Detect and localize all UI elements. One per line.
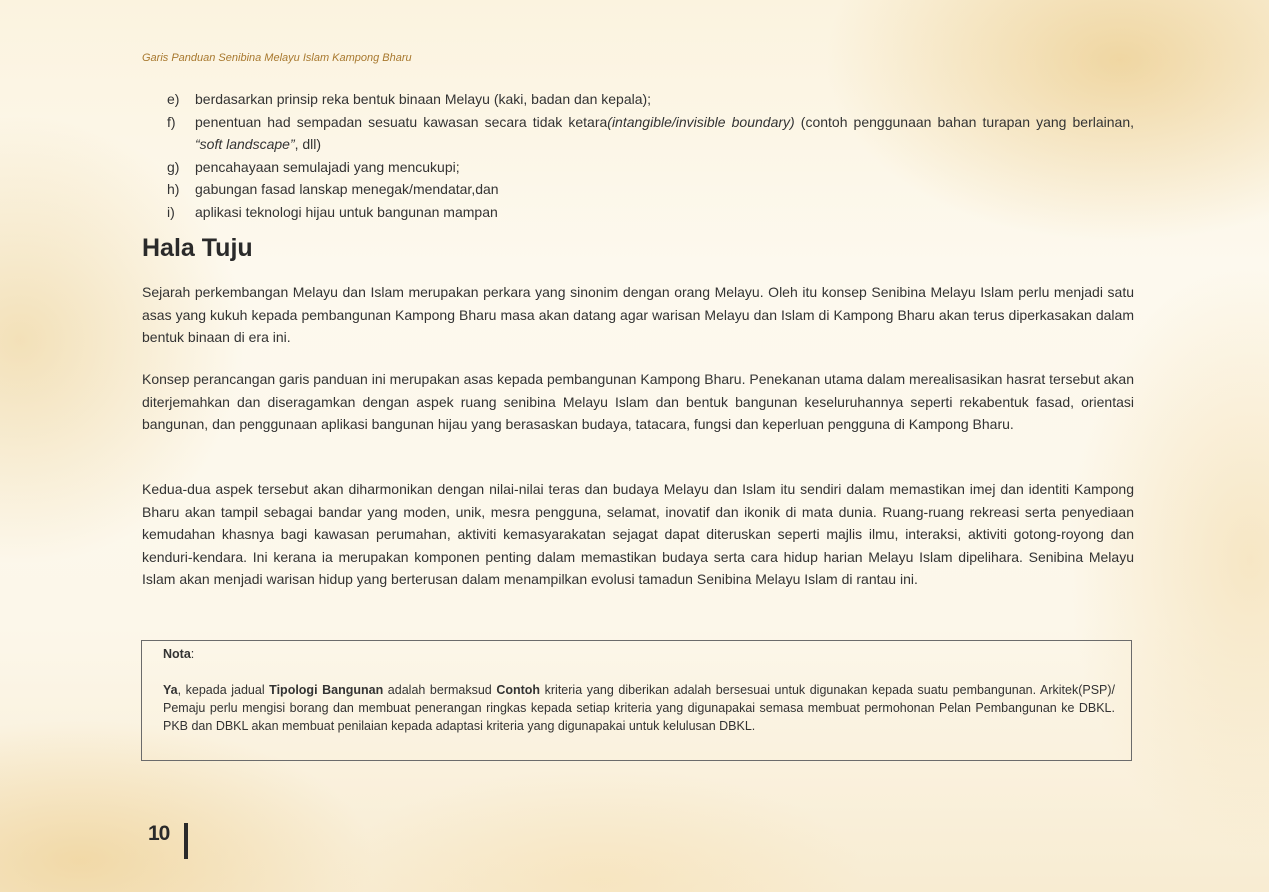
list-text-part: penentuan had sempadan sesuatu kawasan secara tidak ketara	[195, 113, 608, 130]
note-text	[163, 681, 1115, 735]
note-bold-contoh: Contoh	[496, 683, 541, 697]
list-text: gabungan fasad lanskap menegak/mendatar,dan	[195, 181, 499, 197]
list-item	[167, 178, 1134, 201]
list-item	[167, 156, 1134, 179]
body-paragraph: Konsep perancangan garis panduan ini merupakan asas kepada pembangunan Kampong Bharu. Penekanan utama dalam merealisasikan hasrat tersebut akan diterjemahkan dan diseragamkan dengan aspek ruang senibina Melayu Islam dan bentuk bangunan keseluruhannya seperti rekabentuk fasad, orientasi bangunan, dan penggunaan aplikasi bangunan hijau yang berasaskan budaya, tatacara, fungsi dan keperluan pengguna di Kampong Bharu.	[142, 371, 1134, 432]
note-title	[163, 645, 1115, 663]
section-heading: Hala Tuju	[142, 234, 253, 262]
list-text-part: , dll)	[294, 136, 322, 152]
list-item	[167, 111, 1134, 156]
note-label-suffix: :	[190, 647, 195, 661]
note-text-part: kriteria yang diberikan adalah bersesuai untuk digunakan kepada suatu pembangunan. Arkitek(PSP)/ Pemaju perlu mengisi borang dan membuat penerangan ringkas kepada setiap kriteria yang digunapakai semasa membuat permohonan Pelan Pembangunan ke DBKL. PKB dan DBKL akan membuat penilaian kepada adaptasi kriteria yang digunapakai untuk kelulusan DBKL.	[163, 683, 1116, 733]
list-marker: h)	[167, 181, 180, 197]
list-text	[195, 111, 1134, 156]
page-number-bar	[184, 823, 188, 859]
note-text-part: , kepada jadual	[177, 683, 270, 697]
note-text-part: adalah bermaksud	[383, 683, 497, 697]
criteria-list	[167, 88, 1134, 223]
list-text-part: (contoh penggunaan bahan turapan yang berlainan,	[794, 113, 1135, 130]
note-box	[141, 640, 1132, 761]
list-marker: e)	[167, 91, 180, 107]
document-header: Garis Panduan Senibina Melayu Islam Kampong Bharu	[142, 52, 412, 64]
note-spacer	[163, 663, 1115, 681]
list-item	[167, 201, 1134, 224]
list-item	[167, 88, 1134, 111]
body-paragraph: Sejarah perkembangan Melayu dan Islam merupakan perkara yang sinonim dengan orang Melayu. Oleh itu konsep Senibina Melayu Islam perlu menjadi satu asas yang kukuh kepada pembangunan Kampong Bharu masa akan datang agar warisan Melayu dan Islam di Kampong Bharu akan terus diperkasakan dalam bentuk binaan di era ini.	[142, 284, 1134, 345]
list-marker: g)	[167, 158, 180, 175]
page-number: 10	[148, 822, 170, 845]
list-text-italic: (intangible/invisible boundary)	[607, 113, 795, 130]
list-marker: i)	[167, 203, 175, 220]
list-text: aplikasi teknologi hijau untuk bangunan mampan	[195, 203, 498, 220]
list-text-italic: “soft landscape”	[195, 136, 295, 152]
note-label: Nota	[163, 647, 191, 661]
list-text: pencahayaan semulajadi yang mencukupi;	[195, 158, 460, 175]
list-text: berdasarkan prinsip reka bentuk binaan Melayu (kaki, badan dan kepala);	[195, 91, 652, 107]
list-marker: f)	[167, 113, 176, 130]
note-bold-tipologi: Tipologi Bangunan	[269, 683, 384, 697]
body-paragraph: Kedua-dua aspek tersebut akan diharmonikan dengan nilai-nilai teras dan budaya Melayu dan Islam itu sendiri dalam memastikan imej dan identiti Kampong Bharu akan tampil sebagai bandar yang moden, unik, mesra pengguna, selamat, inovatif dan ikonik di mata dunia. Ruang-ruang rekreasi serta penyediaan kemudahan khasnya bagi kawasan perumahan, aktiviti kemasyarakatan sejagat dapat diteruskan seperti majlis ilmu, interaksi, aktiviti gotong-royong dan kenduri-kendara. Ini kerana ia merupakan komponen penting dalam memastikan budaya serta cara hidup harian Melayu Islam dipelihara. Senibina Melayu Islam akan menjadi warisan hidup yang berterusan dalam menampilkan evolusi tamadun Senibina Melayu Islam di rantau ini.	[142, 481, 1134, 587]
note-bold-ya: Ya	[163, 683, 178, 697]
